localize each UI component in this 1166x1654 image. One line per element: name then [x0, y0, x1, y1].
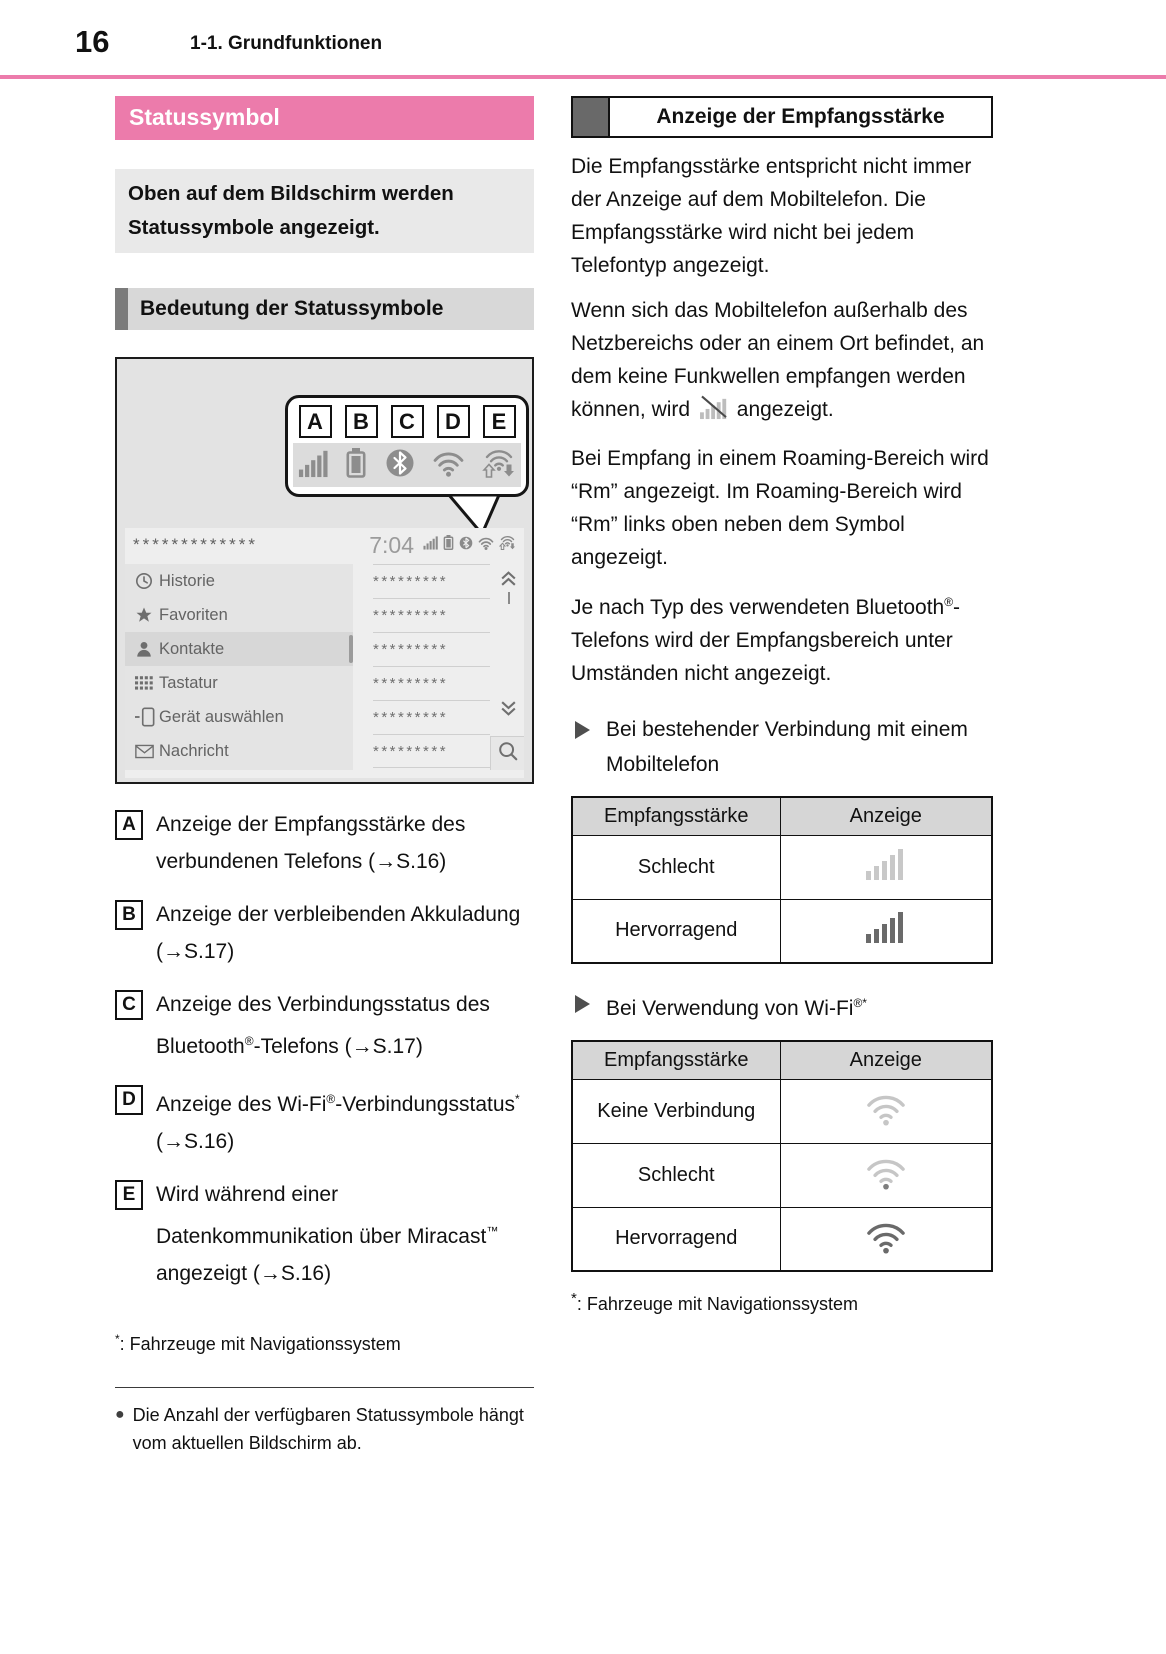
paragraph: Bei Empfang in einem Roaming-Bereich wird “Rm” angezeigt. Im Roaming-Bereich wird “Rm” links oben neben dem Symbol angezeigt. — [571, 447, 989, 569]
heading-accent-square — [573, 98, 610, 136]
legend-item-d — [115, 1081, 534, 1160]
infotainment-figure — [115, 357, 534, 784]
menu-item-value: ********* — [373, 734, 490, 768]
infotainment-screen — [125, 528, 524, 778]
search-icon — [497, 740, 519, 767]
legend-key: E — [115, 1180, 143, 1210]
legend-text: Anzeige der verbleibenden Akkuladung (→S.17) — [156, 903, 521, 963]
menu-item-label: Historie — [159, 571, 215, 590]
header-divider — [0, 75, 1166, 79]
case-phone-connection: Bei bestehender Verbindung mit einem Mobiltelefon — [575, 712, 993, 782]
menu-item-label: Nachricht — [159, 741, 229, 760]
legend-item-b — [115, 896, 534, 970]
wifi-icon — [478, 536, 494, 555]
wifi-icon — [432, 449, 465, 482]
table-row — [572, 1079, 992, 1143]
paragraph: Je nach Typ des verwendeten Bluetooth®-Telefons wird der Empfangsbereich unter Umständen nicht angezeigt. — [571, 595, 961, 685]
statussymbol-banner: Statussymbol — [115, 96, 534, 140]
note-divider — [115, 1387, 534, 1388]
footnote: *: Fahrzeuge mit Navigationssystem — [571, 1290, 858, 1314]
paragraph: Die Empfangsstärke entspricht nicht immer der Anzeige auf dem Mobiltelefon. Die Empfangsstärke wird nicht bei jedem Telefontyp angezeigt. — [571, 155, 972, 277]
legend-key: A — [115, 810, 143, 840]
table-row — [572, 1207, 992, 1271]
menu-item-geraet-auswaehlen — [125, 700, 353, 734]
menu-item-value: ********* — [373, 632, 490, 666]
intro-box: Oben auf dem Bildschirm werden Statussymbole angezeigt. — [115, 169, 534, 253]
menu-item-label: Kontakte — [159, 639, 225, 658]
select-device-icon — [135, 707, 159, 727]
wifi-none-icon — [780, 1079, 992, 1143]
menu-item-value: ********* — [373, 598, 490, 632]
signal-level-label: Schlecht — [572, 835, 780, 899]
legend-text: Anzeige der Empfangsstärke des verbundenen Telefons (→S.16) — [156, 813, 466, 873]
clock-time: 7:04 — [369, 531, 414, 558]
signal-level-label: Keine Verbindung — [572, 1079, 780, 1143]
message-icon — [135, 744, 159, 759]
status-bar — [125, 528, 524, 562]
reception-heading: Anzeige der Empfangsstärke — [656, 105, 945, 128]
legend-text: Wird während einer Datenkommunikation über Miracast™ angezeigt (→S.16) — [156, 1183, 499, 1285]
wifi-strong-icon — [780, 1207, 992, 1271]
menu-panel — [125, 564, 353, 770]
menu-item-tastatur — [125, 666, 353, 700]
menu-item-kontakte — [125, 632, 353, 666]
table-row — [572, 835, 992, 899]
battery-icon — [345, 448, 367, 483]
right-column — [571, 96, 993, 1457]
table-row — [572, 899, 992, 963]
column-header: Anzeige — [780, 1041, 992, 1079]
scroll-down-icon — [499, 700, 518, 722]
menu-item-value: ********* — [373, 564, 490, 598]
triangle-bullet-icon — [575, 721, 590, 739]
legend-text: Anzeige des Verbindungsstatus des Bluetooth®-Telefons (→S.17) — [156, 993, 490, 1058]
favorites-icon — [135, 606, 159, 624]
column-header: Empfangsstärke — [572, 797, 780, 835]
status-symbol-legend — [115, 806, 534, 1292]
search-button — [490, 736, 524, 770]
legend-item-c — [115, 986, 534, 1065]
no-signal-icon — [699, 402, 728, 425]
menu-item-label: Favoriten — [159, 605, 228, 624]
menu-item-value: ********* — [373, 666, 490, 700]
signal-level-label: Schlecht — [572, 1143, 780, 1207]
signal-weak-icon — [780, 835, 992, 899]
paragraph: Wenn sich das Mobiltelefon außerhalb des Netzbereichs oder an einem Ort befindet, an dem keine Funkwellen empfangen werden können, wird angezeigt. — [571, 294, 993, 430]
signal-strong-icon — [780, 899, 992, 963]
table-row — [572, 1143, 992, 1207]
bluetooth-icon — [385, 448, 415, 483]
column-header: Empfangsstärke — [572, 1041, 780, 1079]
legend-item-a — [115, 806, 534, 880]
bullet-icon: ● — [115, 1406, 125, 1423]
legend-key: D — [115, 1085, 143, 1115]
menu-item-label: Gerät auswählen — [159, 707, 284, 726]
miracast-icon — [499, 535, 516, 555]
reception-heading-box — [571, 96, 993, 138]
callout-letter-a: A — [299, 405, 332, 438]
status-icons-callout — [285, 395, 529, 497]
status-bar-title: ************* — [133, 535, 259, 554]
case-wifi: Bei Verwendung von Wi-Fi®* — [575, 986, 993, 1026]
callout-letter-b: B — [345, 405, 378, 438]
subsection-heading: Bedeutung der Statussymbole — [115, 288, 534, 330]
keypad-icon — [135, 675, 159, 692]
menu-item-label: Tastatur — [159, 673, 218, 692]
signal-strength-icon — [298, 448, 328, 483]
bluetooth-icon — [459, 536, 473, 555]
phone-signal-table — [571, 796, 993, 964]
column-header: Anzeige — [780, 797, 992, 835]
left-column — [115, 96, 534, 1457]
battery-icon — [443, 535, 454, 555]
signal-level-label: Hervorragend — [572, 899, 780, 963]
menu-item-favoriten — [125, 598, 353, 632]
legend-key: C — [115, 990, 143, 1020]
contacts-icon — [135, 640, 159, 658]
miracast-icon — [482, 448, 516, 483]
wifi-weak-icon — [780, 1143, 992, 1207]
callout-letter-d: D — [437, 405, 470, 438]
menu-item-value: ********* — [373, 700, 490, 734]
page-number: 16 — [75, 24, 110, 59]
signal-strength-icon — [423, 535, 438, 555]
scroll-up-icon — [499, 570, 518, 592]
footnote: *: Fahrzeuge mit Navigationssystem — [115, 1332, 401, 1354]
section-breadcrumb: 1-1. Grundfunktionen — [190, 33, 383, 54]
info-note — [115, 1401, 534, 1457]
callout-letter-c: C — [391, 405, 424, 438]
callout-letter-e: E — [483, 405, 516, 438]
triangle-bullet-icon — [575, 995, 590, 1013]
history-icon — [135, 572, 159, 590]
legend-item-e — [115, 1176, 534, 1292]
note-text: Die Anzahl der verfügbaren Statussymbole hängt vom aktuellen Bildschirm ab. — [132, 1405, 524, 1453]
menu-item-nachricht — [125, 734, 353, 768]
wifi-signal-table — [571, 1040, 993, 1272]
signal-level-label: Hervorragend — [572, 1207, 780, 1271]
legend-key: B — [115, 900, 143, 930]
menu-item-historie — [125, 564, 353, 598]
legend-text: Anzeige des Wi-Fi®-Verbindungsstatus* (→S.16) — [156, 1092, 520, 1153]
